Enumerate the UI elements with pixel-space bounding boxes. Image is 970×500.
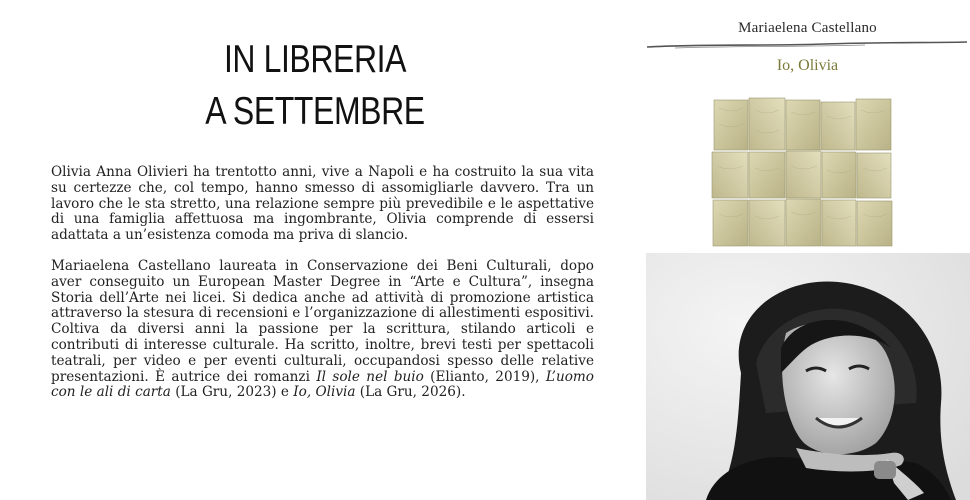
cover-title: Io, Olivia <box>776 57 839 74</box>
author-portrait-icon <box>646 253 970 500</box>
bio-paragraph <box>51 259 594 401</box>
bio-text: Mariaelena Castellano laureata in Conservazione dei Beni Culturali, dopo aver conseguito un European Master Degree in “Arte e Cultura”, insegna Storia dell’Arte nei licei. Si dedica anche ad attività di promozione artistica attraverso la stesura di recensioni e l’organizzazione di allestimenti espositivi. Coltiva da diversi anni la passione per la scrittura, stilando articoli e contributi di interesse culturale. Ha scritto, inoltre, brevi testi per spettacoli teatrali, per video e per eventi culturali, occupandosi spesso delle relative presentazioni. È autrice dei romanzi <box>51 257 594 385</box>
headline <box>180 34 451 138</box>
book-title-3: Io, Olivia <box>293 384 356 401</box>
book-cover <box>645 0 970 252</box>
book-info-2: (La Gru, 2023) e <box>170 384 294 401</box>
cover-rule-line <box>645 38 970 52</box>
cover-author: Mariaelena Castellano <box>738 20 877 36</box>
body-text <box>51 165 594 416</box>
headline-line-2: A SETTEMBRE <box>205 90 425 133</box>
book-title-2: L’uomo con le ali di carta <box>51 368 594 401</box>
book-info-1: (Elianto, 2019), <box>423 368 546 385</box>
wood-blocks-icon <box>711 96 894 248</box>
author-photo <box>646 253 970 500</box>
book-info-3: (La Gru, 2026). <box>355 384 466 401</box>
headline-line-1: IN LIBRERIA <box>223 38 407 81</box>
synopsis-paragraph: Olivia Anna Olivieri ha trentotto anni, vive a Napoli e ha costruito la sua vita su certezze che, col tempo, hanno smesso di assomigliarle davvero. Tra un lavoro che le sta stretto, una relazione sempre più prevedibile e le aspettative di una famiglia affettuosa ma ingombrante, Olivia comprende di essersi adattata a un’esistenza comoda ma priva di slancio. <box>51 164 594 244</box>
book-title-1: Il sole nel buio <box>316 368 424 385</box>
